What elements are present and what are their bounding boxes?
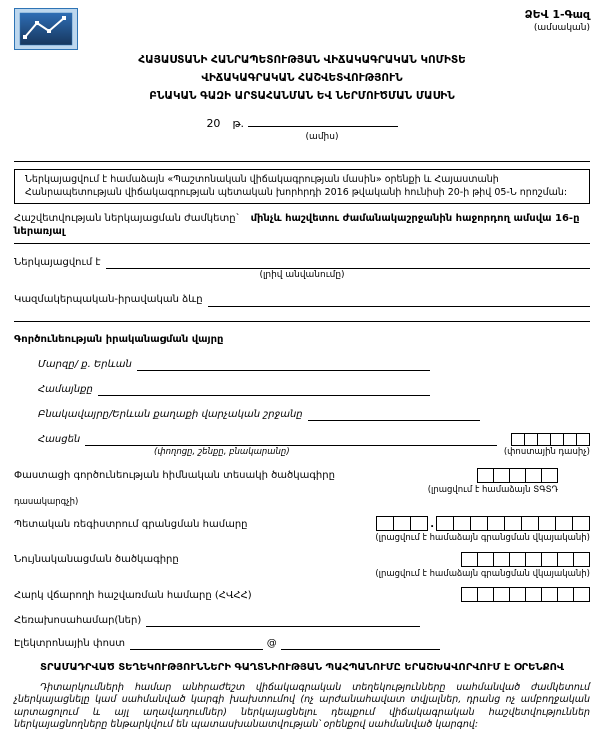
month-input-line[interactable] [248,115,398,127]
code-box-cell[interactable] [511,433,525,446]
presented-to-row [14,256,590,269]
year-unit: թ. [232,117,245,131]
code-box-cell[interactable] [563,433,577,446]
marz-label: Մարզը/ ք. Երևան [38,358,132,370]
code-box-cell[interactable] [525,552,542,567]
community-input-line[interactable] [98,383,430,396]
year-line [14,115,590,131]
id-code-hint: (լրացվում է համաձայն գրանցման վկայականի) [375,568,590,579]
code-box-cell[interactable] [477,468,494,483]
legal-form-input-line-2[interactable] [14,307,590,322]
presented-to-hint: (լրիվ անվանումը) [259,270,345,281]
code-box-cell[interactable] [461,587,478,602]
phone-row [14,614,590,627]
email-row [14,637,590,650]
activity-code-boxes[interactable] [477,468,558,483]
address-hint: (փողոցը, շենքը, բնակարանը) [154,447,290,458]
code-box-cell[interactable] [573,587,590,602]
tin-row [14,587,590,602]
settlement-label: Բնակավայրը/Երևան քաղաքի վարչական շրջանը [38,408,303,420]
tin-label: Հարկ վճարողի հաշվառման համարը (ՀՎՀՀ) [14,589,252,601]
code-box-cell[interactable] [477,552,494,567]
address-input-line[interactable] [85,433,497,446]
separator-line [14,161,590,162]
code-box-cell[interactable] [541,587,558,602]
code-box-cell[interactable] [453,516,471,531]
armstat-logo [14,8,78,50]
code-box-cell[interactable] [493,552,510,567]
code-box-cell[interactable] [573,552,590,567]
code-box-cell[interactable] [555,516,573,531]
confidentiality-notice: ՏՐԱՄԱԴՐՎԱԾ ՏԵՂԵԿՈՒԹՅՈՒՆՆԵՐԻ ԳԱՂՏՆԻՈՒԹՅԱՆ ՊԱՀՊԱՆՈՒՄԸ ԵՐԱՇԽԱՎՈՐՎՈՒՄ Է ՕՐԵՆՔՈՎ [39,662,565,674]
phone-input-line[interactable] [146,614,420,627]
code-box-cell[interactable] [493,587,510,602]
committee-title: ՀԱՅԱՍՏԱՆԻ ՀԱՆՐԱՊԵՏՈՒԹՅԱՆ ՎԻՃԱԿԱԳՐԱԿԱՆ ԿՈՄԻՏԵ [138,54,466,66]
code-box-cell[interactable] [487,516,505,531]
settlement-input-line[interactable] [308,408,480,421]
code-box-cell[interactable] [477,587,494,602]
tin-boxes[interactable] [461,587,590,602]
id-code-label: Նույնականացման ծածկագիրը [14,554,179,566]
report-title: ՎԻՃԱԿԱԳՐԱԿԱՆ ՀԱՇՎԵՏՎՈՒԹՅՈՒՆ [201,72,403,85]
legal-form-input-line[interactable] [208,294,590,307]
community-row [38,383,590,396]
marz-input-line[interactable] [137,358,430,371]
form-code-block [525,8,590,34]
activity-code-hint-line2: դասակարգչի) [14,497,79,508]
report-subject: ԲՆԱԿԱՆ ԳԱԶԻ ԱՐՏԱՀԱՆՄԱՆ ԵՎ ՆԵՐՄՈՒԾՄԱՆ ՄԱՍԻՆ [149,90,455,103]
email-label: Էլեկտրոնային փոստ [14,637,126,649]
code-box-cell[interactable] [376,516,394,531]
register-number-boxes-b[interactable] [436,516,590,531]
activity-code-label: Փաստացի գործունեության հիմնական տեսակի ծածկագիրը [14,470,335,482]
id-code-boxes[interactable] [461,552,590,567]
email-domain-input-line[interactable] [281,637,440,650]
phone-label: Հեռախոսահամար(ներ) [14,614,142,626]
code-box-cell[interactable] [541,552,558,567]
liability-note: Դիտարկումների համար անհրաժեշտ վիճակագրական տեղեկությունները սահմանված ժամկետում չներկայացնելը կամ սահմանված կարգի խախտումով (ոչ արժանահավատ տվյալներ, դրանց ոչ ամբողջական արտացոլում և այլ աղավաղումներ) ներկայացնելու դեպքում վիճակագրական հաշվետվություններ ներկայացնողները ենթարկվում են պատասխանատվության՝ օրենքով սահմանված կարգով: [14,681,590,731]
code-box-cell[interactable] [509,587,526,602]
form-periodicity: (ամսական) [533,22,590,33]
code-box-cell[interactable] [393,516,411,531]
address-row [38,433,590,446]
register-number-boxes-a[interactable] [376,516,428,531]
email-local-input-line[interactable] [130,637,263,650]
address-hint-row [14,447,590,458]
register-number-row [14,516,590,531]
email-at-symbol: @ [266,637,277,649]
deadline-row [14,213,590,244]
settlement-row [38,408,590,421]
postal-code-hint: (փոստային դասիչ) [503,447,590,458]
community-label: Համայնքը [38,383,93,395]
legal-form-row [14,294,590,307]
legal-form-label: Կազմակերպական-իրավական ձևը [14,294,203,306]
chart-logo-icon [14,8,78,50]
register-number-label: Պետական ռեգիստրում գրանցման համարը [14,518,248,530]
code-box-cell[interactable] [541,468,558,483]
form-code: ՁԵՎ 1-Գազ [524,8,590,21]
deadline-label: Հաշվետվության ներկայացման ժամկետը` [14,213,241,225]
activity-code-row [14,468,590,483]
code-box-cell[interactable] [410,516,428,531]
register-number-hint: (լրացվում է համաձայն գրանցման վկայականի) [375,533,590,544]
code-box-cell[interactable] [509,468,526,483]
code-box-cell[interactable] [524,433,538,446]
code-box-cell[interactable] [470,516,488,531]
code-box-cell[interactable] [557,587,574,602]
code-box-cell[interactable] [537,433,551,446]
code-box-cell[interactable] [557,552,574,567]
year-prefix: 20 [206,117,221,131]
address-label: Հասցեն [38,433,81,445]
code-box-cell[interactable] [461,552,478,567]
deadline-value: մինչև հաշվետու ժամանակաշրջանին հաջորդող ամսվա 16-ը ներառյալ [14,213,580,237]
code-box-cell[interactable] [521,516,539,531]
code-box-cell[interactable] [572,516,590,531]
header-row [14,8,590,50]
code-box-cell[interactable] [538,516,556,531]
legal-basis-text: Ներկայացվում է համաձայն «Պաշտոնական վիճակագրության մասին» օրենքի և Հայաստանի Հանրապետության վիճակագրության պետական խորհրդի 2016 թվականի հունիսի 20-ի թիվ 05-Ն որոշման: [25,174,568,198]
marz-row [38,358,590,371]
code-box-cell[interactable] [550,433,564,446]
month-caption: (ամիս) [305,132,339,143]
presented-to-input-line[interactable] [106,256,590,269]
presented-to-label: Ներկայացվում է [14,256,101,268]
id-code-row [14,552,590,567]
code-box-cell[interactable] [504,516,522,531]
code-box-cell[interactable] [525,468,542,483]
activity-code-hint-line1: (լրացվում է համաձայն ՏԳՏԴ [427,484,558,495]
code-box-cell[interactable] [576,433,590,446]
code-box-cell[interactable] [493,468,510,483]
register-number-separator: . [430,518,434,530]
code-box-cell[interactable] [436,516,454,531]
location-heading: Գործունեության իրականացման վայրը [14,333,224,345]
title-block [14,54,590,103]
postal-code-boxes[interactable] [511,433,590,446]
legal-basis-box [14,169,590,204]
code-box-cell[interactable] [525,587,542,602]
code-box-cell[interactable] [509,552,526,567]
